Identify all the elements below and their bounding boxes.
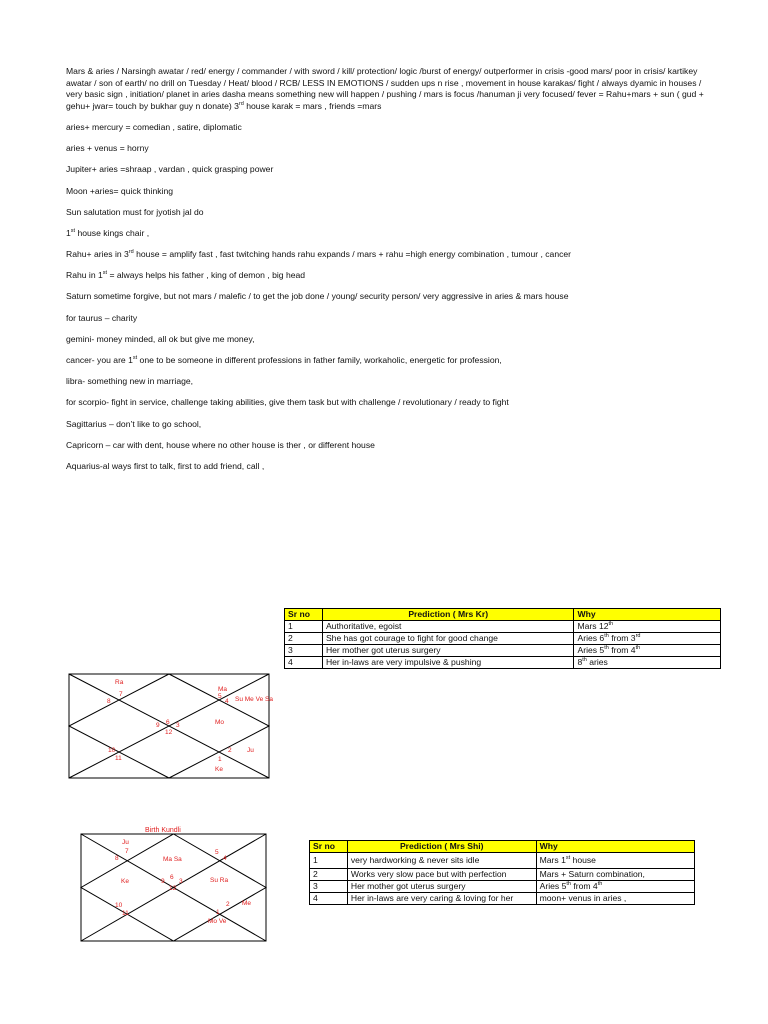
table-header-row (310, 841, 695, 853)
prediction-cell: Her in-laws are very caring & loving for her (347, 893, 536, 905)
prediction-cell: Her in-laws are very impulsive & pushing (322, 657, 574, 669)
chart-label-su-ra: Su Ra (210, 877, 229, 884)
note-line (66, 270, 716, 282)
table-row (310, 869, 695, 881)
superscript: th (566, 881, 571, 888)
text: Aries 6 (577, 633, 605, 643)
text: from 3 (608, 633, 636, 643)
why-cell: moon+ venus in aries , (536, 893, 694, 905)
chart-number-7: 7 (125, 848, 129, 855)
prediction-cell: Her mother got uterus surgery (322, 645, 574, 657)
why-cell: Mars + Saturn combination, (536, 869, 694, 881)
sr-cell: 2 (310, 869, 348, 881)
column-header: Sr no (310, 841, 348, 853)
sr-cell: 3 (310, 881, 348, 893)
kundli-chart-1 (67, 672, 279, 782)
chart-number-8: 8 (115, 855, 119, 862)
chart-number-3: 3 (179, 878, 183, 885)
text: Aries 5 (539, 881, 567, 891)
column-header: Prediction ( Mrs Kr) (322, 609, 574, 621)
prediction-cell: very hardworking & never sits idle (347, 853, 536, 869)
column-header: Why (574, 609, 721, 621)
text: Mars 1 (539, 855, 566, 865)
note-line: gemini- money minded, all ok but give me money, (66, 333, 255, 344)
superscript: th (597, 881, 603, 888)
note-line (66, 249, 716, 261)
chart-number-9: 9 (156, 722, 160, 729)
table-row (285, 633, 721, 645)
note-line: Saturn sometime forgive, but not mars / malefic / to get the job done / young/ security person/ very aggressive in aries & mars house (66, 291, 569, 302)
text: from 4 (570, 881, 598, 891)
text: cancer- you are 1 (66, 355, 133, 366)
chart-label-ma: Ma (218, 686, 228, 693)
text: house karak = mars , friends =mars (243, 100, 382, 111)
chart-number-1: 1 (218, 756, 222, 763)
chart-label-mo-ve: Mo Ve (208, 918, 227, 925)
text: house kings chair , (75, 227, 150, 238)
text: Rahu in 1 (66, 270, 103, 281)
chart-number-5: 5 (218, 693, 222, 700)
note-line: Jupiter+ aries =shraap , vardan , quick grasping power (66, 164, 274, 175)
superscript: th (604, 645, 609, 652)
notes-section (66, 66, 716, 482)
table-row (310, 893, 695, 905)
text: Aries 5 (577, 645, 605, 655)
prediction-cell: Her mother got uterus surgery (347, 881, 536, 893)
chart-number-1: 1 (216, 909, 220, 916)
chart-number-10: 10 (108, 747, 116, 754)
text: 1 (66, 227, 71, 238)
chart-number-12: 12 (169, 885, 177, 892)
chart-number-11: 11 (122, 910, 129, 917)
chart-number-2: 2 (226, 901, 230, 908)
superscript: st (102, 270, 108, 277)
superscript: rd (128, 249, 134, 256)
chart-number-11: 11 (115, 755, 122, 762)
chart-label-me: Me (242, 900, 252, 907)
chart-label-ma-sa: Ma Sa (163, 856, 182, 863)
why-cell (574, 645, 721, 657)
note-line: Moon +aries= quick thinking (66, 185, 174, 196)
table-header-row (285, 609, 721, 621)
text: = always helps his father , king of demon , big head (107, 270, 306, 281)
table-row (285, 645, 721, 657)
kundli-chart-2 (78, 824, 268, 944)
sr-cell: 2 (285, 633, 323, 645)
text: aries (586, 657, 608, 667)
superscript: st (565, 855, 571, 862)
kundli-frame (69, 674, 269, 778)
note-line: Sagittarius – don’t like to go school, (66, 418, 202, 429)
sr-cell: 3 (285, 645, 323, 657)
text: 8 (577, 657, 583, 667)
note-line: Capricorn – car with dent, house where no other house is ther , or different house (66, 439, 375, 450)
chart-number-4: 4 (225, 698, 229, 705)
chart-label-ju: Ju (247, 747, 254, 754)
chart-number-10: 10 (115, 902, 123, 909)
note-line: libra- something new in marriage, (66, 376, 194, 387)
why-cell (574, 657, 721, 669)
text: Mars 12 (577, 621, 609, 631)
note-line: aries + venus = horny (66, 143, 149, 154)
chart-label-ke: Ke (215, 766, 223, 773)
sr-cell: 1 (285, 621, 323, 633)
superscript: th (635, 645, 641, 652)
why-cell (536, 881, 694, 893)
text: house = amplify fast , fast twitching hands rahu expands / mars + rahu =high energy combination , tumour , cancer (133, 249, 572, 260)
superscript: st (70, 228, 76, 235)
chart-number-8: 8 (107, 698, 111, 705)
note-line: for scorpio- fight in service, challenge taking abilities, give them task but with challenge / revolutionary / ready to fight (66, 397, 509, 408)
table-row (310, 853, 695, 869)
chart-number-6: 6 (170, 874, 174, 881)
note-line: aries+ mercury = comedian , satire, diplomatic (66, 121, 242, 132)
sr-cell: 1 (310, 853, 348, 869)
note-line: Aquarius-al ways first to talk, first to add friend, call , (66, 460, 265, 471)
chart-title: Birth Kundli (145, 827, 181, 834)
table-row (310, 881, 695, 893)
why-cell (536, 853, 694, 869)
text: house (570, 855, 596, 865)
column-header: Prediction ( Mrs Shi) (347, 841, 536, 853)
chart-number-5: 5 (215, 849, 219, 856)
note-line (66, 228, 716, 240)
chart-label-mo: Mo (215, 719, 225, 726)
chart-number-4: 4 (223, 855, 227, 862)
text: one to be someone in different professions in father family, workaholic, energetic for profession, (137, 355, 502, 366)
column-header: Why (536, 841, 694, 853)
chart-label-su-me-ve-sa: Su Me Ve Sa (235, 696, 273, 703)
note-line: for taurus – charity (66, 312, 138, 323)
sr-cell: 4 (310, 893, 348, 905)
table-row (285, 657, 721, 669)
chart-number-6: 6 (166, 719, 170, 726)
chart-label-ju: Ju (122, 839, 129, 846)
notes-paragraph-mars-aries (66, 66, 716, 112)
chart-number-2: 2 (228, 747, 232, 754)
prediction-cell: Authoritative, egoist (322, 621, 574, 633)
prediction-table-mrs-shi (309, 840, 695, 905)
chart-number-7: 7 (119, 691, 123, 698)
chart-number-3: 3 (176, 722, 180, 729)
text: from 4 (608, 645, 636, 655)
text: Rahu+ aries in 3 (66, 249, 129, 260)
text: Mars & aries / Narsingh awatar / red/ energy / commander / with sword / kill/ protection/ logic /burst of energy/ outperformer in crisis -good mars/ poor in crisis/ kartikey awatar / son of earth/ no drill on Tuesday / Heat/ blood / RCB/ LESS IN EMOTIONS / sudden ups n rise , movement in house karakas/ fight / always dyamic in houses / very basic sign , initiation/ planet in aries dasha means something new will happen / pushing / mars is focus /hanuman ji very focused/ fever = Rahu+mars + sun ( gud + gehu+ jwar= touch by bukhar guy n donate) 3 (66, 66, 704, 111)
why-cell (574, 621, 721, 633)
superscript: th (582, 657, 587, 664)
prediction-table-mrs-kr (284, 608, 721, 669)
superscript: th (608, 621, 614, 628)
note-line: Sun salutation must for jyotish jal do (66, 206, 204, 217)
table-row (285, 621, 721, 633)
chart-label-ra: Ra (115, 679, 124, 686)
why-cell (574, 633, 721, 645)
superscript: rd (238, 100, 244, 107)
prediction-cell: She has got courage to fight for good change (322, 633, 574, 645)
column-header: Sr no (285, 609, 323, 621)
superscript: th (604, 633, 609, 640)
superscript: rd (635, 633, 641, 640)
superscript: st (132, 355, 138, 362)
prediction-cell: Works very slow pace but with perfection (347, 869, 536, 881)
chart-number-12: 12 (165, 729, 173, 736)
note-line (66, 355, 716, 367)
chart-label-ke: Ke (121, 878, 129, 885)
sr-cell: 4 (285, 657, 323, 669)
chart-number-9: 9 (161, 878, 165, 885)
